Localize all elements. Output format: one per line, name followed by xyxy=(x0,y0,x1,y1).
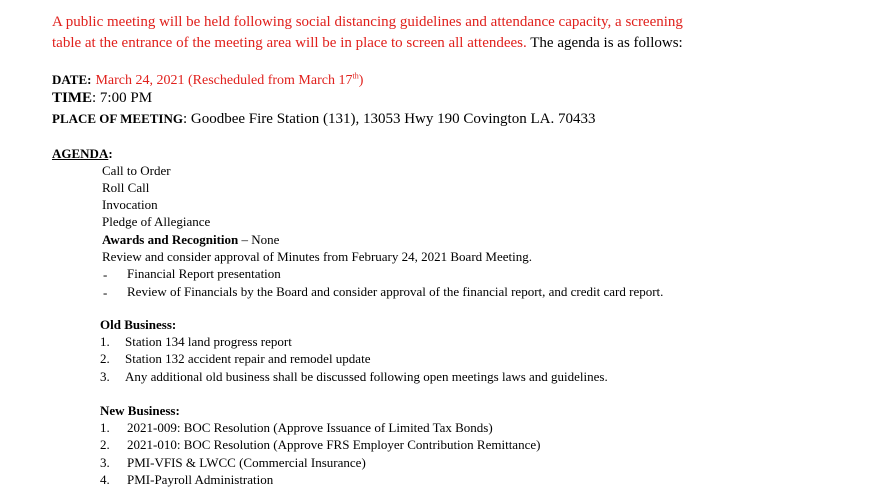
time-label: TIME xyxy=(52,90,93,106)
new-business-num-3: 3. xyxy=(100,455,110,470)
agenda-item-review-minutes: Review and consider approval of Minutes from February 24, 2021 Board Meeting. xyxy=(102,249,532,264)
place-line xyxy=(52,111,595,127)
agenda-bullet-financial-report: Financial Report presentation xyxy=(127,266,281,281)
old-business-item-2: Station 132 accident repair and remodel update xyxy=(125,351,371,366)
time-value: : 7:00 PM xyxy=(92,90,153,106)
date-superscript: th xyxy=(352,71,359,81)
awards-value: – None xyxy=(238,232,280,247)
date-value xyxy=(95,73,363,88)
new-business-item-2: 2021-010: BOC Resolution (Approve FRS Employer Contribution Remittance) xyxy=(127,437,541,452)
place-label: PLACE OF MEETING xyxy=(52,111,183,126)
new-business-item-1: 2021-009: BOC Resolution (Approve Issuance of Limited Tax Bonds) xyxy=(127,420,493,435)
new-business-item-3: PMI-VFIS & LWCC (Commercial Insurance) xyxy=(127,455,366,470)
agenda-item-call-to-order: Call to Order xyxy=(102,163,171,178)
new-business-num-1: 1. xyxy=(100,420,110,435)
agenda-item-awards xyxy=(102,233,279,246)
place-value: : Goodbee Fire Station (131), 13053 Hwy 190 Covington LA. 70433 xyxy=(182,111,596,127)
intro-line-2 xyxy=(52,36,683,51)
agenda-item-invocation: Invocation xyxy=(102,197,158,212)
old-business-item-3: Any additional old business shall be discussed following open meetings laws and guidelines. xyxy=(125,369,608,384)
old-business-heading: Old Business: xyxy=(100,317,177,332)
agenda-heading-colon: : xyxy=(108,146,113,161)
intro-line-2-black: The agenda is as follows: xyxy=(526,35,683,51)
agenda-item-roll-call: Roll Call xyxy=(102,180,150,195)
agenda-heading-text: AGENDA xyxy=(52,146,109,161)
intro-line-2-red: table at the entrance of the meeting area will be in place to screen all attendees. xyxy=(52,35,527,51)
new-business-heading: New Business: xyxy=(100,403,180,418)
old-business-num-1: 1. xyxy=(100,334,110,349)
agenda-item-pledge: Pledge of Allegiance xyxy=(102,214,211,229)
agenda-bullet-review-financials: Review of Financials by the Board and consider approval of the financial report, and credit card report. xyxy=(127,284,664,299)
agenda-heading xyxy=(52,147,113,160)
old-business-num-3: 3. xyxy=(100,369,110,384)
new-business-num-4: 4. xyxy=(100,472,110,487)
new-business-item-4: PMI-Payroll Administration xyxy=(127,472,274,487)
new-business-num-2: 2. xyxy=(100,437,110,452)
old-business-item-1: Station 134 land progress report xyxy=(125,334,292,349)
bullet-marker-1: - xyxy=(103,267,108,282)
intro-line-1: A public meeting will be held following social distancing guidelines and attendance capacity, a screening xyxy=(52,14,683,30)
bullet-marker-2: - xyxy=(103,285,108,300)
date-close: ) xyxy=(358,73,364,88)
date-text: March 24, 2021 (Rescheduled from March 17 xyxy=(95,73,353,88)
awards-label: Awards and Recognition xyxy=(102,232,239,247)
time-line xyxy=(52,91,152,106)
old-business-num-2: 2. xyxy=(100,351,110,366)
date-line xyxy=(52,72,363,88)
date-label: DATE: xyxy=(52,72,92,87)
